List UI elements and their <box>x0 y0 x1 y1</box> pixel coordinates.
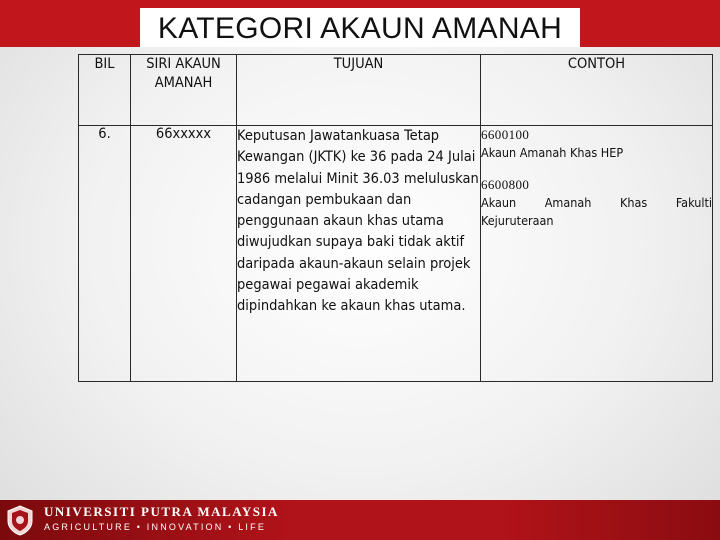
header-bil: BIL <box>79 55 131 126</box>
example-desc: Akaun Amanah Khas HEP <box>481 145 624 160</box>
university-name: UNIVERSITI PUTRA MALAYSIA <box>44 504 279 519</box>
example-code: 6600100 <box>481 127 530 142</box>
example-desc: Akaun Amanah Khas Fakulti Kejuruteraan <box>481 195 712 228</box>
header-contoh: CONTOH <box>481 55 713 126</box>
header-siri: SIRI AKAUN AMANAH <box>131 55 237 126</box>
slide-title: KATEGORI AKAUN AMANAH <box>140 8 580 47</box>
table-row <box>79 126 713 382</box>
example-code: 6600800 <box>481 177 530 192</box>
cell-bil: 6. <box>79 126 131 382</box>
footer-banner <box>0 500 720 540</box>
title-bar <box>0 0 720 47</box>
cell-siri: 66xxxxx <box>131 126 237 382</box>
university-tagline: AGRICULTURE • INNOVATION • LIFE <box>44 522 267 532</box>
cell-contoh <box>481 126 713 382</box>
table-header-row <box>79 55 713 126</box>
trust-account-table <box>78 54 713 382</box>
header-tujuan: TUJUAN <box>237 55 481 126</box>
cell-tujuan: Keputusan Jawatankuasa Tetap Kewangan (JKTK) ke 36 pada 24 Julai 1986 melalui Minit 36.03 meluluskan cadangan pembukaan dan penggunaan akaun khas utama diwujudkan supaya baki tidak aktif daripada akaun-akaun selain projek pegawai pegawai akademik dipindahkan ke akaun khas utama. <box>237 126 481 382</box>
university-crest-icon <box>4 504 36 536</box>
